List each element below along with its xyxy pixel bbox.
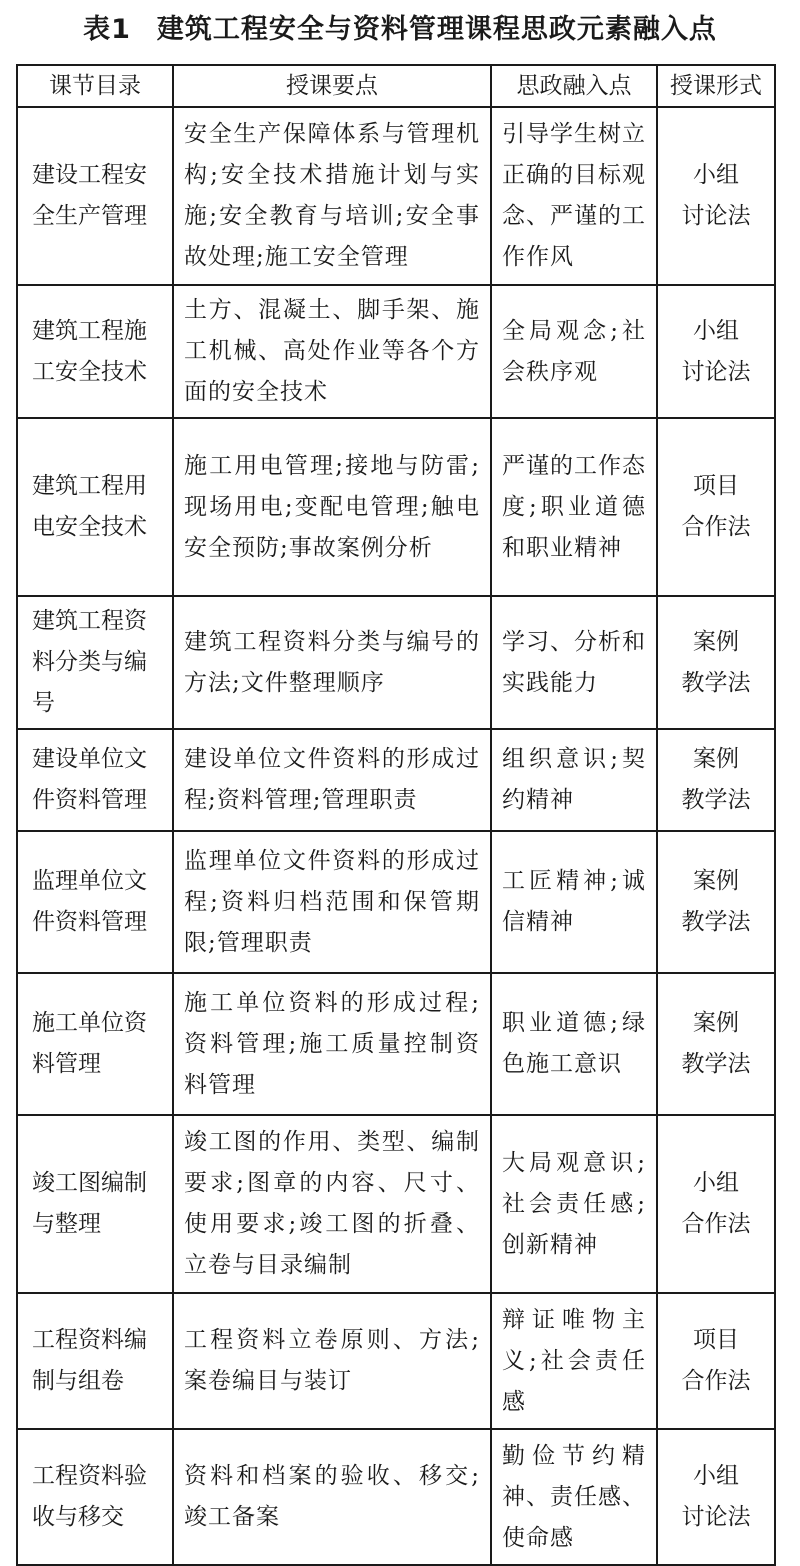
- cell-form: [657, 1429, 775, 1565]
- cell-ideological: 辩证唯物主义;社会责任感: [491, 1293, 657, 1429]
- header-topic: 课节目录: [17, 65, 173, 107]
- table-row: [17, 1293, 775, 1429]
- table-row: [17, 285, 775, 418]
- form-line: 教学法: [681, 669, 751, 696]
- form-line: 教学法: [681, 787, 751, 813]
- table-row: [17, 107, 775, 285]
- form-line: 教学法: [681, 909, 751, 935]
- form-line: 项目: [693, 1327, 739, 1353]
- header-points: 授课要点: [173, 65, 491, 107]
- form-line: 教学法: [681, 1051, 751, 1077]
- cell-topic: 监理单位文件资料管理: [17, 831, 173, 973]
- cell-ideological: 严谨的工作态度;职业道德和职业精神: [491, 418, 657, 596]
- cell-ideological: 引导学生树立正确的目标观念、严谨的工作作风: [491, 107, 657, 285]
- table-row: [17, 1115, 775, 1293]
- cell-points: 土方、混凝土、脚手架、施工机械、高处作业等各个方面的安全技术: [173, 285, 491, 418]
- cell-ideological: 学习、分析和实践能力: [491, 596, 657, 729]
- cell-form: [657, 729, 775, 831]
- cell-ideological: 勤俭节约精神、责任感、使命感: [491, 1429, 657, 1565]
- cell-topic: 施工单位资料管理: [17, 973, 173, 1115]
- form-line: 案例: [693, 1010, 739, 1036]
- table-row: [17, 729, 775, 831]
- cell-points: 建筑工程资料分类与编号的方法;文件整理顺序: [173, 596, 491, 729]
- cell-form: [657, 1293, 775, 1429]
- table-row: [17, 418, 775, 596]
- table-row: [17, 831, 775, 973]
- cell-topic: 工程资料验收与移交: [17, 1429, 173, 1565]
- table-row: [17, 973, 775, 1115]
- cell-form: [657, 831, 775, 973]
- header-form: 授课形式: [657, 65, 775, 107]
- cell-form: [657, 418, 775, 596]
- cell-points: 安全生产保障体系与管理机构;安全技术措施计划与实施;安全教育与培训;安全事故处理;施工安全管理: [173, 107, 491, 285]
- form-line: 小组: [693, 1463, 739, 1489]
- table-header-row: [17, 65, 775, 107]
- form-line: 讨论法: [681, 1504, 751, 1530]
- form-line: 小组: [693, 1170, 739, 1196]
- cell-form: [657, 285, 775, 418]
- table-number: 表1: [83, 14, 131, 45]
- table-caption: [0, 0, 800, 60]
- cell-ideological: 工匠精神;诚信精神: [491, 831, 657, 973]
- cell-points: 监理单位文件资料的形成过程;资料归档范围和保管期限;管理职责: [173, 831, 491, 973]
- cell-points: 竣工图的作用、类型、编制要求;图章的内容、尺寸、使用要求;竣工图的折叠、立卷与目录编制: [173, 1115, 491, 1293]
- cell-points: 资料和档案的验收、移交;竣工备案: [173, 1429, 491, 1565]
- form-line: 讨论法: [681, 358, 751, 385]
- cell-form: [657, 973, 775, 1115]
- cell-topic: 工程资料编制与组卷: [17, 1293, 173, 1429]
- table-row: [17, 596, 775, 729]
- cell-topic: 建筑工程施工安全技术: [17, 285, 173, 418]
- cell-topic: 建设单位文件资料管理: [17, 729, 173, 831]
- cell-ideological: 全局观念;社会秩序观: [491, 285, 657, 418]
- form-line: 案例: [693, 746, 739, 772]
- header-ideological: 思政融入点: [491, 65, 657, 107]
- cell-form: [657, 1115, 775, 1293]
- cell-points: 施工单位资料的形成过程;资料管理;施工质量控制资料管理: [173, 973, 491, 1115]
- cell-topic: 建设工程安全生产管理: [17, 107, 173, 285]
- cell-topic: 建筑工程用电安全技术: [17, 418, 173, 596]
- form-line: 案例: [693, 868, 739, 894]
- cell-ideological: 大局观意识;社会责任感;创新精神: [491, 1115, 657, 1293]
- form-line: 案例: [693, 628, 739, 655]
- cell-ideological: 组织意识;契约精神: [491, 729, 657, 831]
- cell-topic: 建筑工程资料分类与编号: [17, 596, 173, 729]
- cell-topic: 竣工图编制与整理: [17, 1115, 173, 1293]
- form-line: 项目: [693, 473, 739, 499]
- form-line: 小组: [693, 162, 739, 188]
- cell-form: [657, 107, 775, 285]
- table-row: [17, 1429, 775, 1565]
- table-title: 建筑工程安全与资料管理课程思政元素融入点: [156, 14, 717, 45]
- form-line: 合作法: [681, 1368, 751, 1394]
- cell-points: 施工用电管理;接地与防雷;现场用电;变配电管理;触电安全预防;事故案例分析: [173, 418, 491, 596]
- cell-ideological: 职业道德;绿色施工意识: [491, 973, 657, 1115]
- form-line: 讨论法: [681, 203, 751, 229]
- form-line: 合作法: [681, 514, 751, 540]
- form-line: 小组: [693, 317, 739, 344]
- cell-points: 建设单位文件资料的形成过程;资料管理;管理职责: [173, 729, 491, 831]
- form-line: 合作法: [681, 1211, 751, 1237]
- cell-form: [657, 596, 775, 729]
- cell-points: 工程资料立卷原则、方法;案卷编目与装订: [173, 1293, 491, 1429]
- ideological-elements-table: [16, 64, 776, 1566]
